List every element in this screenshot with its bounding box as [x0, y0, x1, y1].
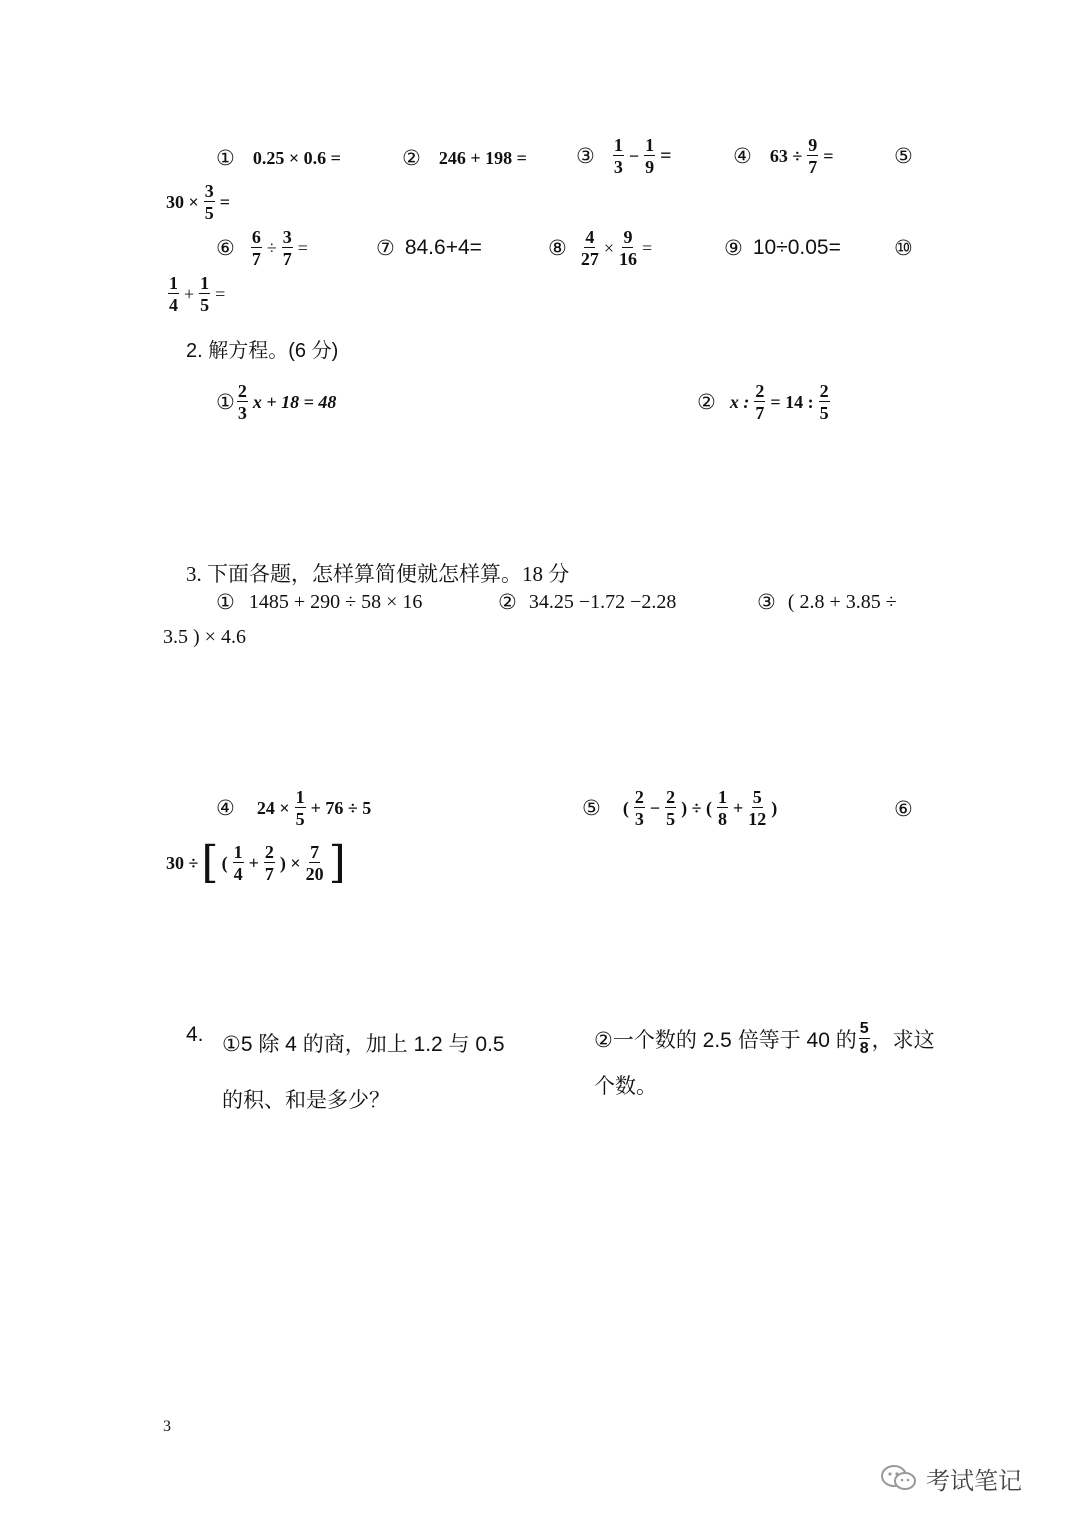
expression: 1485 + 290 ÷ 58 × 16 — [248, 590, 423, 613]
item-number: ⑨ — [724, 236, 743, 260]
q3-item-4 — [216, 786, 371, 830]
fraction: $\frac{7}{20}$ — [305, 842, 324, 884]
expression: ( $\frac{2}{3}$ − $\frac{2}{5}$ ) ÷ ( $\frac{1}{8}$ + $\frac{5}{12}$ ) — [622, 787, 778, 829]
fraction: $\frac{2}{5}$ — [819, 381, 829, 423]
expression: $\frac{4}{27}$ × $\frac{9}{16}$ = — [580, 227, 653, 269]
fraction: $\frac{1}{9}$ — [645, 135, 655, 177]
expression: 84.6+4= — [404, 236, 482, 259]
fraction: $\frac{3}{7}$ — [282, 227, 292, 269]
fraction: $\frac{2}{7}$ — [755, 381, 765, 423]
fraction: $\frac{1}{5}$ — [295, 787, 305, 829]
expression: 30 ÷ [ ( $\frac{1}{4}$ + $\frac{2}{7}$ ) × $\frac{7}{20}$ ] — [166, 837, 346, 888]
q3-item-6-cont — [166, 838, 346, 888]
oral-row-2-item-7 — [376, 232, 482, 264]
question-4-number: 4. — [186, 1023, 204, 1046]
item-number: ⑦ — [376, 236, 395, 260]
watermark — [880, 1458, 1022, 1498]
equation-2 — [697, 380, 832, 424]
fraction: $\frac{2}{3}$ — [634, 787, 644, 829]
oral-row-1 — [216, 140, 341, 176]
expression: 30 × $\frac{3}{5}$ = — [166, 181, 231, 223]
fraction: $\frac{3}{5}$ — [204, 181, 214, 223]
left-bracket: [ — [201, 837, 219, 888]
equation-1 — [216, 380, 336, 424]
question-3-title: 3. 下面各题，怎样算简便就怎样算。18 分 — [186, 562, 570, 586]
fraction: $\frac{5}{12}$ — [748, 787, 767, 829]
expression: 10÷0.05= — [752, 236, 841, 259]
question-4a-line-2: 的积、和是多少？ — [222, 1089, 390, 1112]
item-number: ② — [402, 146, 421, 170]
item-number: ⑩ — [894, 236, 913, 260]
fraction: $\frac{2}{5}$ — [666, 787, 676, 829]
oral-row-1-item-4 — [733, 134, 833, 178]
item-number: ⑤ — [582, 796, 601, 820]
oral-row-2-item-6 — [216, 226, 308, 270]
expression: $\frac{6}{7}$ ÷ $\frac{3}{7}$ = — [251, 227, 308, 269]
oral-row-1-item-3 — [576, 134, 672, 178]
expression: 63 ÷ $\frac{9}{7}$ = — [769, 135, 834, 177]
item-number: ④ — [733, 144, 752, 168]
oral-row-2-item-9 — [724, 232, 841, 264]
item-number: ③ — [757, 590, 776, 614]
item-number: ① — [216, 146, 235, 170]
item-number: ① — [216, 590, 235, 614]
item-number: ③ — [576, 144, 595, 168]
q3-item-2 — [498, 590, 676, 614]
expression: 34.25 −1.72 −2.28 — [528, 590, 677, 613]
fraction: $\frac{9}{7}$ — [808, 135, 818, 177]
expression: 24 × $\frac{1}{5}$ + 76 ÷ 5 — [256, 787, 372, 829]
item-number: ② — [697, 390, 716, 414]
item-number: ② — [498, 590, 517, 614]
expression: 246 + 198 = — [438, 147, 527, 168]
fraction: $\frac{1}{5}$ — [200, 273, 210, 315]
item-number: ⑧ — [548, 236, 567, 260]
q3-item-3 — [757, 590, 897, 614]
item-number: ④ — [216, 796, 235, 820]
question-4b-line-2: 个数。 — [594, 1075, 657, 1098]
expression: 0.25 × 0.6 = — [252, 147, 341, 168]
expression: $\frac{2}{3}$ x + 18 = 48 — [237, 381, 337, 423]
q3-item-5 — [582, 786, 777, 830]
question-4b-line-1: ②一个数的 2.5 倍等于 40 的 $\frac{5}{8}$ ，求这 — [594, 1020, 935, 1057]
item-number: ⑥ — [216, 236, 235, 260]
fraction: $\frac{1}{4}$ — [169, 273, 178, 315]
fraction: $\frac{1}{8}$ — [717, 787, 727, 829]
expression: ( 2.8 + 3.85 ÷ — [787, 590, 897, 613]
oral-row-1-cont — [166, 180, 230, 224]
fraction: $\frac{2}{3}$ — [237, 381, 247, 423]
expression: $\frac{1}{3}$ − $\frac{1}{9}$ = — [613, 135, 672, 177]
oral-row-2-cont — [166, 272, 225, 316]
fraction: $\frac{4}{27}$ — [580, 227, 599, 269]
expression: $\frac{1}{4}$ + $\frac{1}{5}$ = — [169, 273, 226, 315]
q3-item-3-cont: 3.5 ) × 4.6 — [163, 626, 246, 648]
wechat-icon — [880, 1464, 918, 1492]
question-2-title: 2. 解方程。(6 分) — [186, 340, 339, 362]
oral-row-1-item-2 — [402, 140, 527, 176]
item-number: ① — [216, 390, 235, 414]
page-number: 3 — [163, 1418, 171, 1435]
item-number: ⑥ — [894, 797, 913, 821]
fraction: $\frac{1}{3}$ — [613, 135, 623, 177]
fraction: $\frac{6}{7}$ — [251, 227, 261, 269]
fraction: $\frac{9}{16}$ — [618, 227, 637, 269]
right-bracket: ] — [328, 837, 346, 888]
question-4a-line-1: ①5 除 4 的商，加上 1.2 与 0.5 — [222, 1033, 505, 1056]
expression: x : $\frac{2}{7}$ = 14 : $\frac{2}{5}$ — [729, 381, 829, 423]
watermark-text: 考试笔记 — [926, 1467, 1022, 1495]
fraction: $\frac{5}{8}$ — [859, 1020, 869, 1057]
oral-row-2-item-8 — [548, 226, 652, 270]
fraction: $\frac{1}{4}$ — [233, 842, 243, 884]
q3-item-1 — [216, 590, 422, 614]
fraction: $\frac{2}{7}$ — [264, 842, 274, 884]
item-number: ⑤ — [894, 144, 913, 168]
